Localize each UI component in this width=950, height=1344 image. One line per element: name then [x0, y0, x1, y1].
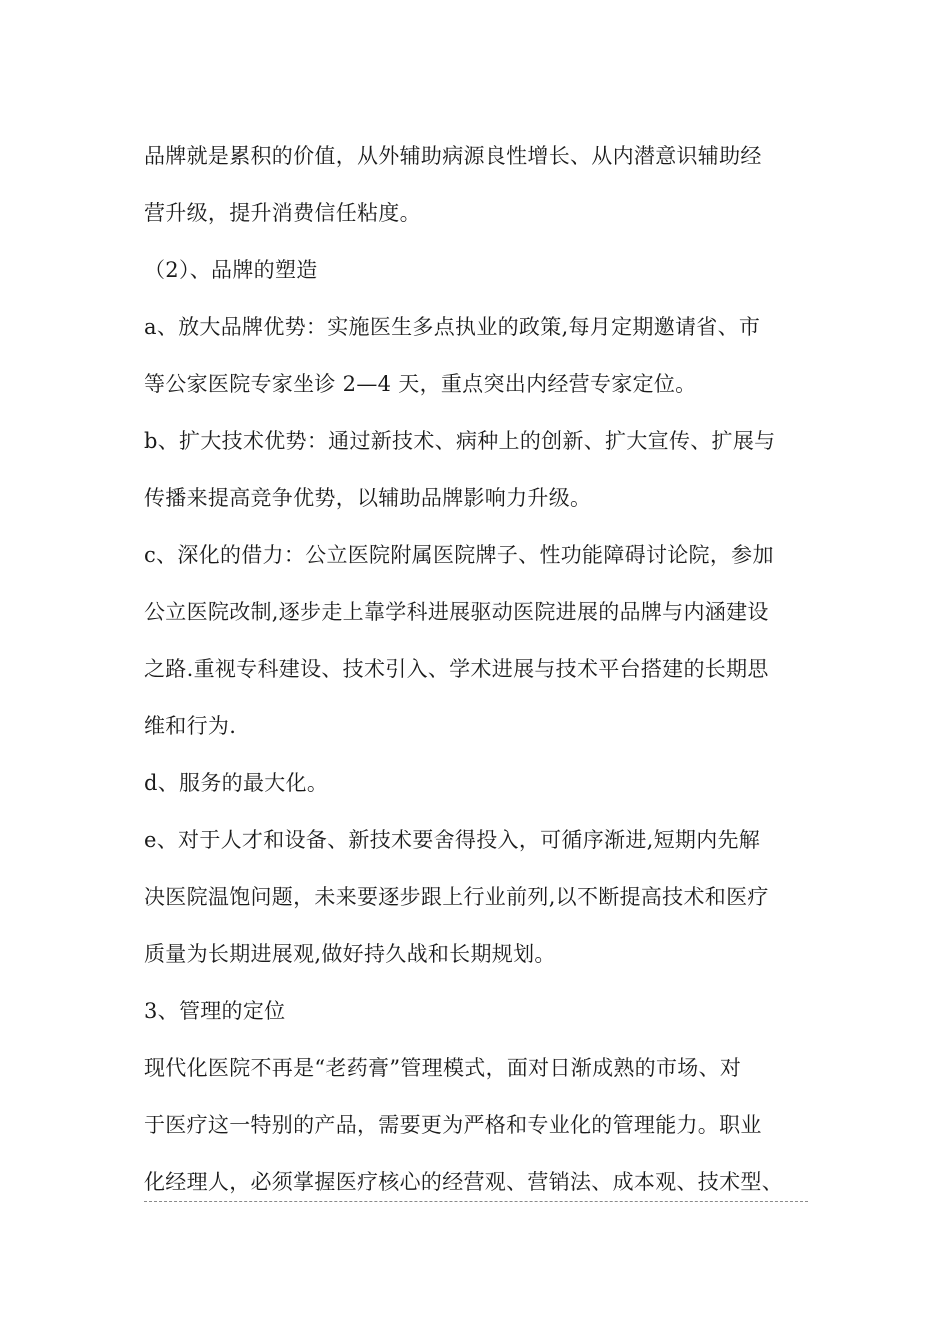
list-item-e: e、对于人才和设备、新技术要舍得投入，可循序渐进,短期内先解 — [144, 828, 761, 852]
section-heading: （2）、品牌的塑造 — [144, 258, 318, 282]
text-line: 品牌就是累积的价值，从外辅助病源良性增长、从内潜意识辅助经 — [144, 144, 762, 168]
text-line: 现代化医院不再是“老药膏”管理模式，面对日渐成熟的市场、对 — [144, 1056, 742, 1080]
list-item-a: a、放大品牌优势：实施医生多点执业的政策,每月定期邀请省、市 — [144, 315, 761, 339]
text-line: 等公家医院专家坐诊 2—4 天，重点突出内经营专家定位。 — [144, 372, 697, 396]
document-body — [144, 128, 814, 1211]
footer-dashed-rule — [144, 1201, 808, 1202]
text-line: 之路.重视专科建设、技术引入、学术进展与技术平台搭建的长期思 — [144, 657, 769, 681]
text-line: 传播来提高竞争优势，以辅助品牌影响力升级。 — [144, 486, 592, 510]
text-line: 质量为长期进展观,做好持久战和长期规划。 — [144, 942, 556, 966]
text-line: 于医疗这一特别的产品，需要更为严格和专业化的管理能力。职业 — [144, 1113, 762, 1137]
section-heading: 3、管理的定位 — [144, 999, 286, 1023]
list-item-c: c、深化的借力：公立医院附属医院牌子、性功能障碍讨论院，参加 — [144, 543, 774, 567]
text-line: 维和行为. — [144, 714, 237, 738]
list-item-b: b、扩大技术优势：通过新技术、病种上的创新、扩大宣传、扩展与 — [144, 429, 776, 453]
list-item-d: d、服务的最大化。 — [144, 771, 329, 795]
text-line: 决医院温饱问题，未来要逐步跟上行业前列,以不断提高技术和医疗 — [144, 885, 769, 909]
text-line: 营升级，提升消费信任粘度。 — [144, 201, 421, 225]
text-line: 公立医院改制,逐步走上靠学科进展驱动医院进展的品牌与内涵建设 — [144, 600, 769, 624]
text-line: 化经理人，必须掌握医疗核心的经营观、营销法、成本观、技术型、 — [144, 1170, 783, 1194]
